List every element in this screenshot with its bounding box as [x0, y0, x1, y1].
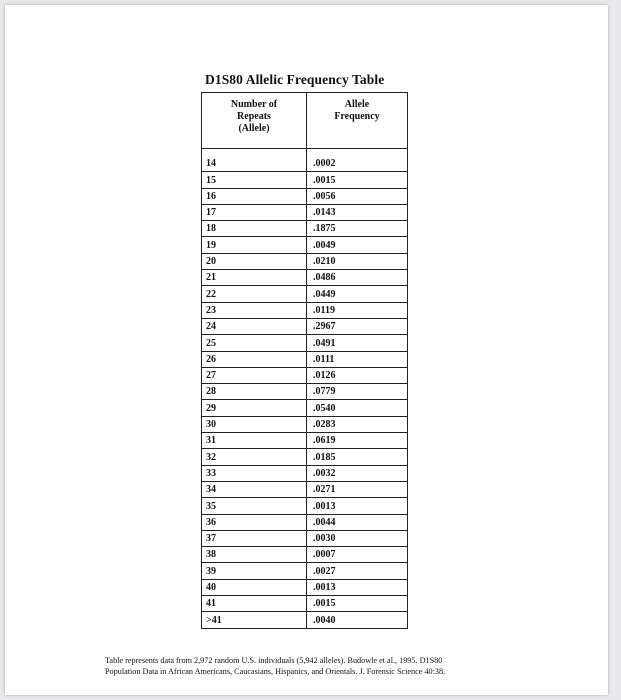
table-row	[202, 367, 408, 383]
frequency-cell: .0210	[307, 253, 408, 269]
allele-cell: 38	[202, 547, 307, 563]
allele-cell: 29	[202, 400, 307, 416]
allele-cell: 25	[202, 335, 307, 351]
frequency-cell: .0013	[307, 498, 408, 514]
frequency-cell: .0002	[307, 156, 408, 172]
frequency-cell: .0013	[307, 579, 408, 595]
frequency-cell: .1875	[307, 221, 408, 237]
table-row	[202, 188, 408, 204]
frequency-cell: .0126	[307, 367, 408, 383]
allele-cell: 40	[202, 579, 307, 595]
allele-cell: 21	[202, 270, 307, 286]
table-spacer-row	[202, 149, 408, 157]
frequency-cell: .0007	[307, 547, 408, 563]
frequency-cell: .0111	[307, 351, 408, 367]
allele-cell: >41	[202, 612, 307, 628]
allele-cell: 36	[202, 514, 307, 530]
document-page	[5, 5, 608, 695]
frequency-cell: .0056	[307, 188, 408, 204]
table-row	[202, 384, 408, 400]
table-row	[202, 563, 408, 579]
table-row	[202, 286, 408, 302]
frequency-cell: .0185	[307, 449, 408, 465]
allele-cell: 27	[202, 367, 307, 383]
frequency-cell: .0044	[307, 514, 408, 530]
table-row	[202, 579, 408, 595]
table-row	[202, 612, 408, 628]
table-row	[202, 237, 408, 253]
frequency-cell: .2967	[307, 318, 408, 334]
table-row	[202, 270, 408, 286]
spacer-cell	[307, 149, 408, 157]
footnote	[105, 655, 535, 677]
frequency-cell: .0030	[307, 530, 408, 546]
frequency-cell: .0449	[307, 286, 408, 302]
table-row	[202, 530, 408, 546]
table-row	[202, 204, 408, 220]
table-row	[202, 302, 408, 318]
frequency-cell: .0049	[307, 237, 408, 253]
header-number-of-repeats	[202, 93, 307, 149]
table-row	[202, 433, 408, 449]
allele-cell: 35	[202, 498, 307, 514]
table-row	[202, 449, 408, 465]
header-line: Frequency	[334, 111, 380, 122]
table-row	[202, 400, 408, 416]
allele-cell: 30	[202, 416, 307, 432]
allele-cell: 37	[202, 530, 307, 546]
table-row	[202, 351, 408, 367]
footnote-line: Population Data in African Americans, Caucasians, Hispanics, and Orientals. J. Forensic Science 40:38.	[105, 667, 446, 676]
allele-cell: 33	[202, 465, 307, 481]
allele-cell: 24	[202, 318, 307, 334]
table-row	[202, 221, 408, 237]
allele-cell: 15	[202, 172, 307, 188]
table-row	[202, 596, 408, 612]
table-row	[202, 481, 408, 497]
footnote-line: Table represents data from 2,972 random U.S. individuals (5,942 alleles). Budowle et al., 1995. D1S80	[105, 656, 443, 665]
allele-cell: 32	[202, 449, 307, 465]
header-line: (Allele)	[238, 123, 270, 134]
frequency-cell: .0491	[307, 335, 408, 351]
table-row	[202, 547, 408, 563]
table-title: D1S80 Allelic Frequency Table	[205, 72, 385, 87]
allele-cell: 28	[202, 384, 307, 400]
allelic-frequency-table	[201, 92, 408, 629]
frequency-cell: .0779	[307, 384, 408, 400]
allele-cell: 16	[202, 188, 307, 204]
allele-cell: 41	[202, 596, 307, 612]
allele-cell: 26	[202, 351, 307, 367]
allele-cell: 22	[202, 286, 307, 302]
header-line: Repeats	[237, 111, 271, 122]
frequency-cell: .0032	[307, 465, 408, 481]
frequency-cell: .0040	[307, 612, 408, 628]
table-row	[202, 465, 408, 481]
table-row	[202, 335, 408, 351]
frequency-cell: .0271	[307, 481, 408, 497]
frequency-cell: .0486	[307, 270, 408, 286]
allele-cell: 31	[202, 433, 307, 449]
table-row	[202, 318, 408, 334]
allele-cell: 18	[202, 221, 307, 237]
frequency-cell: .0619	[307, 433, 408, 449]
allele-cell: 23	[202, 302, 307, 318]
table-row	[202, 156, 408, 172]
frequency-cell: .0027	[307, 563, 408, 579]
frequency-cell: .0119	[307, 302, 408, 318]
table-header-row	[202, 93, 408, 149]
table-row	[202, 498, 408, 514]
frequency-cell: .0540	[307, 400, 408, 416]
table-row	[202, 514, 408, 530]
table-body	[202, 149, 408, 629]
frequency-cell: .0015	[307, 596, 408, 612]
allele-cell: 39	[202, 563, 307, 579]
spacer-cell	[202, 149, 307, 157]
header-line: Number of	[230, 99, 278, 110]
table-row	[202, 172, 408, 188]
table-row	[202, 416, 408, 432]
allele-cell: 19	[202, 237, 307, 253]
frequency-cell: .0015	[307, 172, 408, 188]
allele-cell: 14	[202, 156, 307, 172]
allele-cell: 17	[202, 204, 307, 220]
frequency-cell: .0143	[307, 204, 408, 220]
header-allele-frequency	[307, 93, 408, 149]
table-row	[202, 253, 408, 269]
allele-cell: 34	[202, 481, 307, 497]
header-line: Allele	[344, 99, 370, 110]
frequency-cell: .0283	[307, 416, 408, 432]
allele-cell: 20	[202, 253, 307, 269]
